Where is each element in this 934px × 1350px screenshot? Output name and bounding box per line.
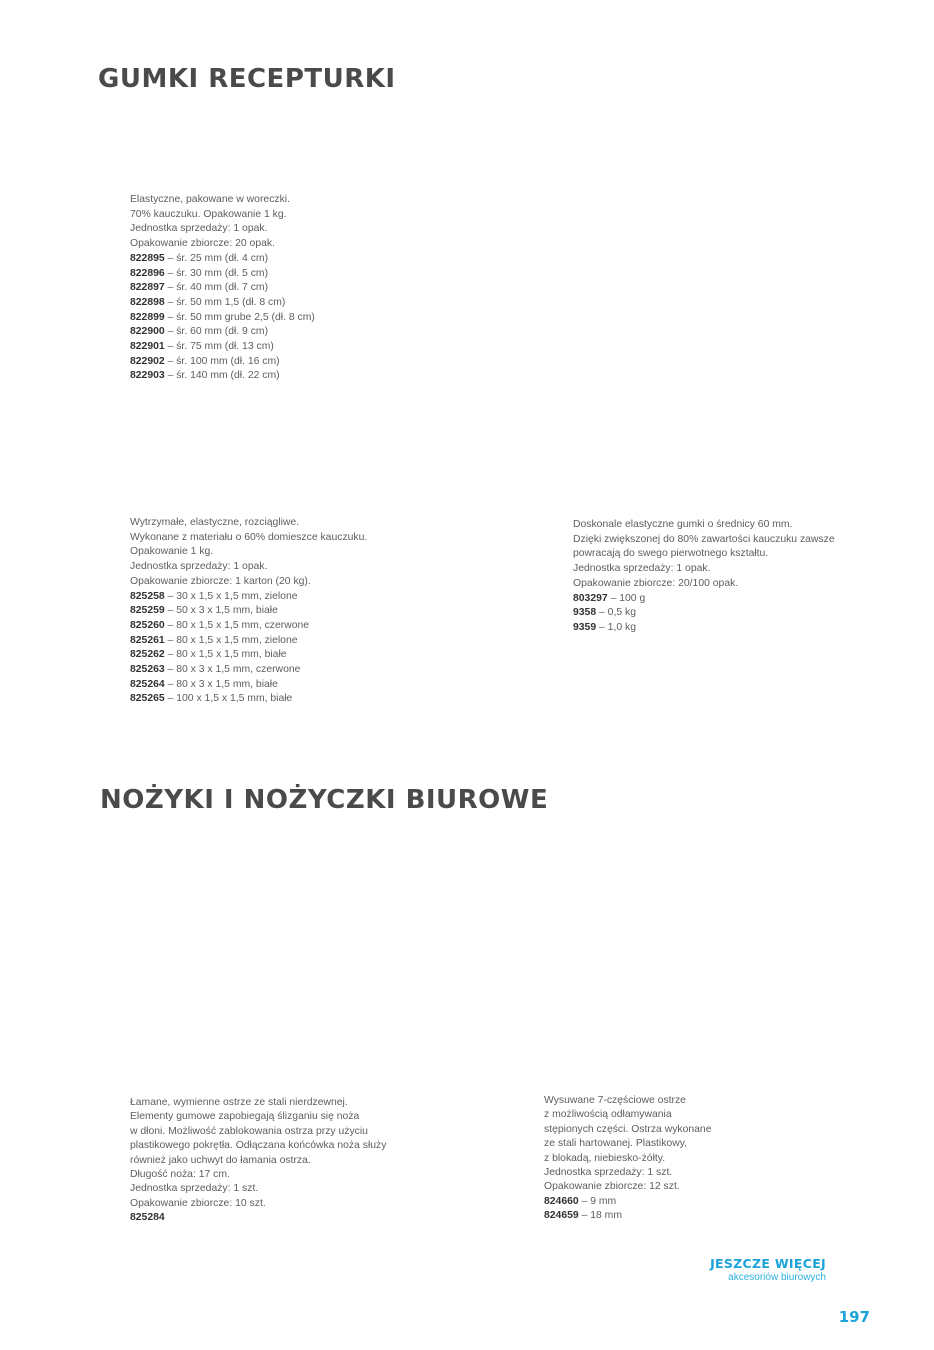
product-code-list bbox=[573, 592, 835, 636]
product-code-row bbox=[130, 648, 367, 663]
product-variant: – 80 x 1,5 x 1,5 mm, białe bbox=[164, 649, 287, 661]
product-code-row bbox=[544, 1209, 711, 1223]
product-code-row bbox=[130, 678, 367, 693]
product-code-row bbox=[130, 252, 315, 267]
product-code: 825260 bbox=[130, 619, 165, 631]
product-code: 825263 bbox=[130, 664, 165, 676]
description-line: Łamane, wymienne ostrze ze stali nierdzewnej. bbox=[130, 1097, 348, 1108]
description-line: Opakowanie zbiorcze: 1 karton (20 kg). bbox=[130, 575, 311, 587]
product-code-row bbox=[130, 267, 315, 282]
product-variant: – 9 mm bbox=[578, 1195, 617, 1207]
description-line: Jednostka sprzedaży: 1 opak. bbox=[130, 223, 268, 235]
product-code: 824659 bbox=[544, 1210, 579, 1222]
description-line: Opakowanie zbiorcze: 20 opak. bbox=[130, 238, 275, 250]
description-line: Opakowanie 1 kg. bbox=[130, 546, 214, 558]
product-code-row bbox=[130, 619, 367, 634]
product-code: 825261 bbox=[130, 634, 165, 646]
product-variant: – 30 x 1,5 x 1,5 mm, zielone bbox=[164, 590, 298, 602]
product-variant: – śr. 50 mm 1,5 (dł. 8 cm) bbox=[164, 296, 286, 308]
product-code-list bbox=[130, 1211, 386, 1225]
product-variant: – 100 x 1,5 x 1,5 mm, białe bbox=[164, 693, 293, 705]
product-code-row bbox=[130, 634, 367, 649]
description-line: Długość noża: 17 cm. bbox=[130, 1169, 230, 1181]
product-code: 822896 bbox=[130, 267, 165, 279]
product-variant: – śr. 50 mm grube 2,5 (dł. 8 cm) bbox=[164, 311, 315, 323]
description-lines bbox=[130, 516, 367, 590]
product-code: 9359 bbox=[573, 621, 597, 633]
product-variant: – 80 x 3 x 1,5 mm, czerwone bbox=[164, 664, 301, 676]
product-code-list bbox=[130, 252, 315, 384]
product-variant: – śr. 140 mm (dł. 22 cm) bbox=[164, 370, 280, 382]
product-code: 825264 bbox=[130, 678, 165, 690]
product-code-row bbox=[130, 692, 367, 707]
product-code-row bbox=[544, 1195, 711, 1209]
description-line: 70% kauczuku. Opakowanie 1 kg. bbox=[130, 208, 287, 220]
product-variant: – 80 x 1,5 x 1,5 mm, czerwone bbox=[164, 619, 310, 631]
product-code: 825259 bbox=[130, 605, 165, 617]
product-variant: – 100 g bbox=[607, 592, 646, 604]
description-line: Opakowanie zbiorcze: 12 szt. bbox=[544, 1181, 680, 1193]
description-lines bbox=[544, 1094, 711, 1195]
description-line: Opakowanie zbiorcze: 20/100 opak. bbox=[573, 577, 739, 589]
product-description-gumki-kauczuk-60 bbox=[130, 516, 367, 707]
product-variant: – śr. 100 mm (dł. 16 cm) bbox=[164, 355, 280, 367]
product-code: 825284 bbox=[130, 1212, 165, 1224]
description-line: Doskonale elastyczne gumki o średnicy 60 mm. bbox=[573, 519, 793, 530]
description-line: Wysuwane 7-częściowe ostrze bbox=[544, 1095, 686, 1106]
product-description-nozyk-lamany bbox=[130, 1096, 386, 1226]
product-variant: – śr. 40 mm (dł. 7 cm) bbox=[164, 282, 269, 294]
product-variant: – 50 x 3 x 1,5 mm, białe bbox=[164, 605, 278, 617]
description-line: również jako uchwyt do łamania ostrza. bbox=[130, 1154, 311, 1166]
description-line: z możliwością odłamywania bbox=[544, 1109, 672, 1121]
description-line: Jednostka sprzedaży: 1 opak. bbox=[130, 561, 268, 573]
product-code-list bbox=[544, 1195, 711, 1224]
description-line: Jednostka sprzedaży: 1 szt. bbox=[544, 1167, 673, 1179]
product-code-row bbox=[130, 604, 367, 619]
description-line: Jednostka sprzedaży: 1 szt. bbox=[130, 1183, 259, 1195]
product-code-row bbox=[573, 592, 835, 607]
more-accessories-subtitle: akcesoriów biurowych bbox=[728, 1272, 826, 1283]
product-code-row bbox=[130, 325, 315, 340]
product-code: 9358 bbox=[573, 607, 597, 619]
description-line: Dzięki zwiększonej do 80% zawartości kauczuku zawsze bbox=[573, 533, 835, 545]
product-code: 822903 bbox=[130, 370, 165, 382]
description-lines bbox=[573, 518, 835, 592]
description-line: powracają do swego pierwotnego kształtu. bbox=[573, 548, 769, 560]
product-code: 825262 bbox=[130, 649, 165, 661]
product-code: 822895 bbox=[130, 252, 165, 264]
product-code-row bbox=[130, 296, 315, 311]
section-title-nozyki-nozyczki: NOŻYKI I NOŻYCZKI BIUROWE bbox=[100, 785, 549, 815]
description-line: Jednostka sprzedaży: 1 opak. bbox=[573, 563, 711, 575]
product-code: 803297 bbox=[573, 592, 608, 604]
product-variant: – śr. 75 mm (dł. 13 cm) bbox=[164, 341, 274, 353]
product-code: 822902 bbox=[130, 355, 165, 367]
description-lines bbox=[130, 1096, 386, 1211]
product-code-row bbox=[130, 663, 367, 678]
description-line: stępionych części. Ostrza wykonane bbox=[544, 1123, 712, 1135]
product-description-nozyk-wysuwany bbox=[544, 1094, 711, 1224]
product-variant: – śr. 60 mm (dł. 9 cm) bbox=[164, 326, 269, 338]
product-code-row bbox=[130, 369, 315, 384]
description-line: Wykonane z materiału o 60% domieszce kauczuku. bbox=[130, 531, 368, 543]
product-description-gumki-woreczki bbox=[130, 193, 315, 384]
description-line: plastikowego pokrętła. Odłączana końcówka noża służy bbox=[130, 1140, 387, 1152]
product-code-row bbox=[130, 355, 315, 370]
product-code: 822897 bbox=[130, 282, 165, 294]
product-description-gumki-kauczuk-80 bbox=[573, 518, 835, 636]
more-accessories-link[interactable] bbox=[710, 1256, 826, 1283]
section-title-gumki-recepturki: GUMKI RECEPTURKI bbox=[98, 64, 396, 94]
product-code: 824660 bbox=[544, 1195, 579, 1207]
product-code-row bbox=[573, 606, 835, 621]
product-code: 822900 bbox=[130, 326, 165, 338]
product-code-row bbox=[130, 281, 315, 296]
product-code: 822898 bbox=[130, 296, 165, 308]
page-number: 197 bbox=[838, 1308, 870, 1326]
product-code: 825258 bbox=[130, 590, 165, 602]
product-code-row bbox=[573, 621, 835, 636]
product-code: 822901 bbox=[130, 341, 165, 353]
more-accessories-title: JESZCZE WIĘCEJ bbox=[710, 1256, 826, 1271]
product-variant: – 0,5 kg bbox=[596, 607, 636, 619]
product-code-row bbox=[130, 590, 367, 605]
description-lines bbox=[130, 193, 315, 252]
product-code-list bbox=[130, 590, 367, 708]
description-line: Opakowanie zbiorcze: 10 szt. bbox=[130, 1197, 266, 1209]
product-code-row bbox=[130, 311, 315, 326]
product-variant: – 80 x 3 x 1,5 mm, białe bbox=[164, 678, 278, 690]
description-line: Elastyczne, pakowane w woreczki. bbox=[130, 194, 290, 205]
description-line: Elementy gumowe zapobiegają ślizganiu się noża bbox=[130, 1111, 360, 1123]
description-line: z blokadą, niebiesko-żółty. bbox=[544, 1152, 666, 1164]
product-code: 822899 bbox=[130, 311, 165, 323]
product-variant: – śr. 30 mm (dł. 5 cm) bbox=[164, 267, 269, 279]
description-line: Wytrzymałe, elastyczne, rozciągliwe. bbox=[130, 517, 300, 528]
description-line: ze stali hartowanej. Plastikowy, bbox=[544, 1138, 688, 1150]
product-variant: – 1,0 kg bbox=[596, 621, 636, 633]
product-code-row bbox=[130, 340, 315, 355]
description-line: w dłoni. Możliwość zablokowania ostrza przy użyciu bbox=[130, 1125, 368, 1137]
product-code-row bbox=[130, 1211, 386, 1225]
product-code: 825265 bbox=[130, 693, 165, 705]
product-variant: – 18 mm bbox=[578, 1210, 622, 1222]
product-variant: – 80 x 1,5 x 1,5 mm, zielone bbox=[164, 634, 298, 646]
product-variant: – śr. 25 mm (dł. 4 cm) bbox=[164, 252, 269, 264]
